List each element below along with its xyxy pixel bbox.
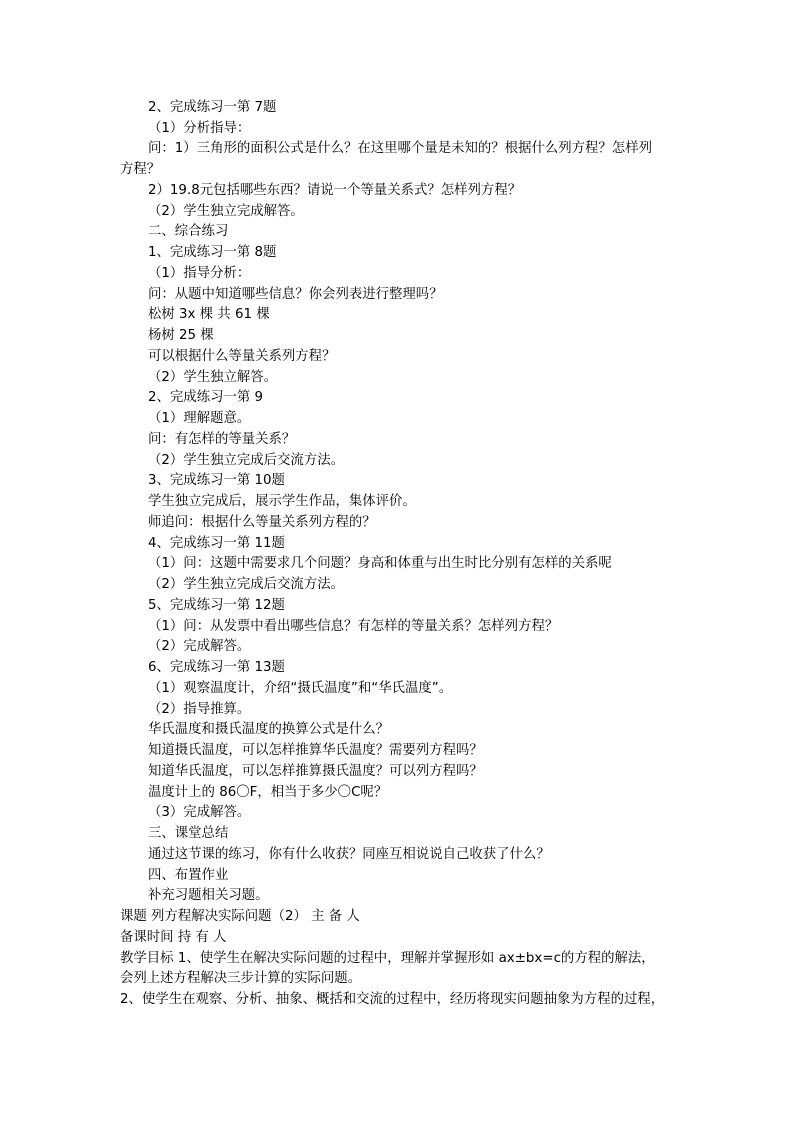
text-line: （1）分析指导：	[148, 121, 251, 136]
text-line: 通过这节课的练习，你有什么收获？同座互相说说自己收获了什么？	[148, 847, 550, 862]
text-line: 2）19.8元包括哪些东西？请说一个等量关系式？怎样列方程？	[148, 183, 522, 198]
section-heading: 三、课堂总结	[148, 826, 229, 841]
text-line: 会列上述方程解决三步计算的实际问题。	[120, 971, 362, 986]
text-line: （2）学生独立完成解答。	[148, 204, 304, 219]
text-line: （2）学生独立解答。	[148, 370, 278, 385]
text-line: 问：从题中知道哪些信息？你会列表进行整理吗？	[148, 287, 443, 302]
text-line: 方程？	[120, 162, 161, 177]
text-line: 3、完成练习一第 10题	[148, 473, 285, 488]
text-line: 松树 3x 棵 共 61 棵	[148, 307, 270, 322]
section-heading: 四、布置作业	[148, 868, 229, 883]
text-line: （1）指导分析：	[148, 266, 251, 281]
text-line: （3）完成解答。	[148, 805, 251, 820]
text-line: 1、完成练习一第 8题	[148, 245, 277, 260]
text-line: 师追问：根据什么等量关系列方程的？	[148, 515, 376, 530]
text-line: 6、完成练习一第 13题	[148, 660, 285, 675]
text-line: （1）问：从发票中看出哪些信息？有怎样的等量关系？怎样列方程？	[148, 619, 559, 634]
text-line: 4、完成练习一第 11题	[148, 536, 285, 551]
text-line: 2、完成练习一第 9	[148, 390, 264, 405]
text-line: （1）理解题意。	[148, 411, 251, 426]
text-line: 知道摄氏温度，可以怎样推算华氏温度？需要列方程吗？	[148, 743, 483, 758]
teaching-goal: 教学目标 1、使学生在解决实际问题的过程中，理解并掌握形如 ax±bx=c的方程的解法，	[120, 951, 655, 966]
lesson-title: 课题 列方程解决实际问题（2） 主 备 人	[120, 909, 360, 924]
text-line: 5、完成练习一第 12题	[148, 598, 285, 613]
text-line: （2）完成解答。	[148, 639, 251, 654]
text-line: 温度计上的 86〇F，相当于多少〇C呢？	[148, 785, 388, 800]
text-line: （2）学生独立完成后交流方法。	[148, 453, 344, 468]
text-line: 可以根据什么等量关系列方程？	[148, 349, 336, 364]
lesson-time: 备课时间 持 有 人	[120, 930, 227, 945]
text-line: 2、使学生在观察、分析、抽象、概括和交流的过程中，经历将现实问题抽象为方程的过程，	[120, 992, 665, 1007]
text-line: （1）观察温度计，介绍“摄氏温度”和“华氏温度”。	[148, 681, 453, 696]
text-line: 问：1）三角形的面积公式是什么？在这里哪个量是未知的？根据什么列方程？怎样列	[148, 141, 652, 156]
text-line: 补充习题相关习题。	[148, 888, 269, 903]
text-line: 2、完成练习一第 7题	[148, 100, 277, 115]
text-line: 杨树 25 棵	[148, 328, 214, 343]
section-heading: 二、综合练习	[148, 224, 229, 239]
text-line: （2）指导推算。	[148, 702, 251, 717]
text-line: 学生独立完成后，展示学生作品，集体评价。	[148, 494, 416, 509]
text-line: 问：有怎样的等量关系？	[148, 432, 296, 447]
text-line: （2）学生独立完成后交流方法。	[148, 577, 344, 592]
text-line: 华氏温度和摄氏温度的换算公式是什么？	[148, 722, 390, 737]
text-line: （1）问：这题中需要求几个问题？身高和体重与出生时比分别有怎样的关系呢	[148, 556, 612, 571]
text-line: 知道华氏温度，可以怎样推算摄氏温度？可以列方程吗？	[148, 764, 483, 779]
